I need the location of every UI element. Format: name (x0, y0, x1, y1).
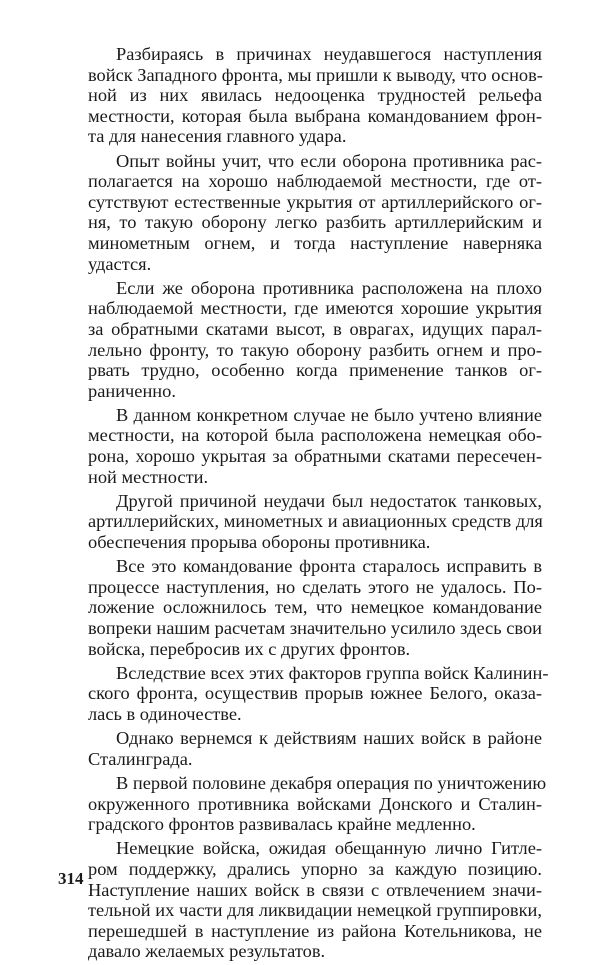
text-line: местности, которая была выбрана командованием фрон- (88, 105, 542, 126)
text-line: та для нанесения главного удара. (88, 126, 347, 147)
text-line: Однако вернемся к действиям наших войск в районе (116, 728, 542, 749)
paragraph-3 (60, 278, 542, 402)
text-line: Разбираясь в причинах неудавшегося наступления (116, 44, 542, 64)
text-line: лась в одиночестве. (88, 703, 242, 724)
page-body (60, 44, 549, 965)
text-line: вопреки нашим расчетам значительно усилило здесь свои (88, 618, 542, 638)
text-line: В данном конкретном случае не было учтено влияние (116, 404, 542, 425)
paragraph-2 (60, 151, 542, 275)
text-line: Если же оборона противника расположена на плохо (116, 277, 542, 298)
text-line: обеспечения прорыва обороны противника. (88, 532, 431, 553)
paragraph-6 (60, 556, 542, 659)
text-line: Сталинграда. (88, 748, 193, 769)
text-line: ложение осложнилось тем, что немецкое командование (88, 597, 542, 618)
text-line: ной из них явилась недооценка трудностей рельефа (88, 85, 542, 106)
text-line: рвать трудно, особенно когда применение танков ог- (88, 360, 542, 381)
text-line: полагается на хорошо наблюдаемой местности, где от- (88, 171, 542, 192)
text-line: рона, хорошо укрытая за обратными скатами пересечен- (88, 446, 542, 467)
text-line: давало желаемых результатов. (88, 941, 326, 962)
text-line: Все это командование фронта старалось исправить в (116, 556, 542, 577)
text-line: тельной их части для ликвидации немецкой группировки, (88, 900, 542, 921)
text-line: Наступление наших войск в связи с отвлечением значи- (88, 879, 542, 900)
page-number: 314 (58, 869, 84, 888)
text-line: лельно фронту, то такую оборону разбить огнем и про- (88, 339, 542, 360)
text-line: наблюдаемой местности, где имеются хорошие укрытия (88, 298, 542, 319)
text-line: удастся. (88, 253, 152, 274)
text-line: В первой половине декабря операция по уничтожению (116, 772, 547, 793)
text-line: войск Западного фронта, мы пришли к выводу, что основ- (88, 64, 543, 85)
paragraph-7 (60, 662, 549, 725)
text-line: артиллерийских, минометных и авиационных средств для (88, 511, 543, 532)
text-line: ной местности. (88, 466, 209, 487)
paragraph-10 (60, 838, 542, 962)
text-line: Другой причиной неудачи был недостаток танковых, (116, 490, 542, 511)
text-line: градского фронтов развивалась крайне медленно. (88, 814, 476, 835)
text-line: раниченно. (88, 380, 176, 401)
text-line: местности, на которой была расположена немецкая обо- (88, 425, 542, 446)
text-line: минометным огнем, и тогда наступление наверняка (88, 232, 542, 253)
paragraph-8 (60, 728, 542, 769)
text-line: ского фронта, осуществив прорыв южнее Белого, оказа- (88, 683, 542, 704)
text-line: Вследствие всех этих факторов группа войск Калинин- (116, 662, 549, 683)
text-line: войска, перебросив их с других фронтов. (88, 638, 411, 659)
text-line: ня, то такую оборону легко разбить артиллерийским и (88, 212, 542, 233)
text-line: Немецкие войска, ожидая обещанную лично Гитле- (116, 838, 542, 859)
text-line: сутствуют естественные укрытия от артиллерийского ог- (88, 191, 542, 212)
paragraph-4 (60, 405, 542, 487)
paragraph-9 (60, 772, 547, 835)
text-line: окруженного противника войсками Донского и Сталин- (88, 793, 542, 814)
paragraph-1 (60, 44, 542, 147)
text-line: ром поддержку, дрались упорно за каждую позицию. (88, 858, 542, 879)
text-line: процессе наступления, но сделать этого не удалось. По- (88, 576, 542, 597)
text-line: Опыт войны учит, что если оборона противника рас- (116, 150, 542, 171)
text-line: перешедшей в наступление из района Котельникова, не (88, 920, 542, 941)
paragraph-5 (60, 491, 542, 553)
text-line: за обратными скатами высот, в оврагах, идущих парал- (88, 318, 542, 339)
